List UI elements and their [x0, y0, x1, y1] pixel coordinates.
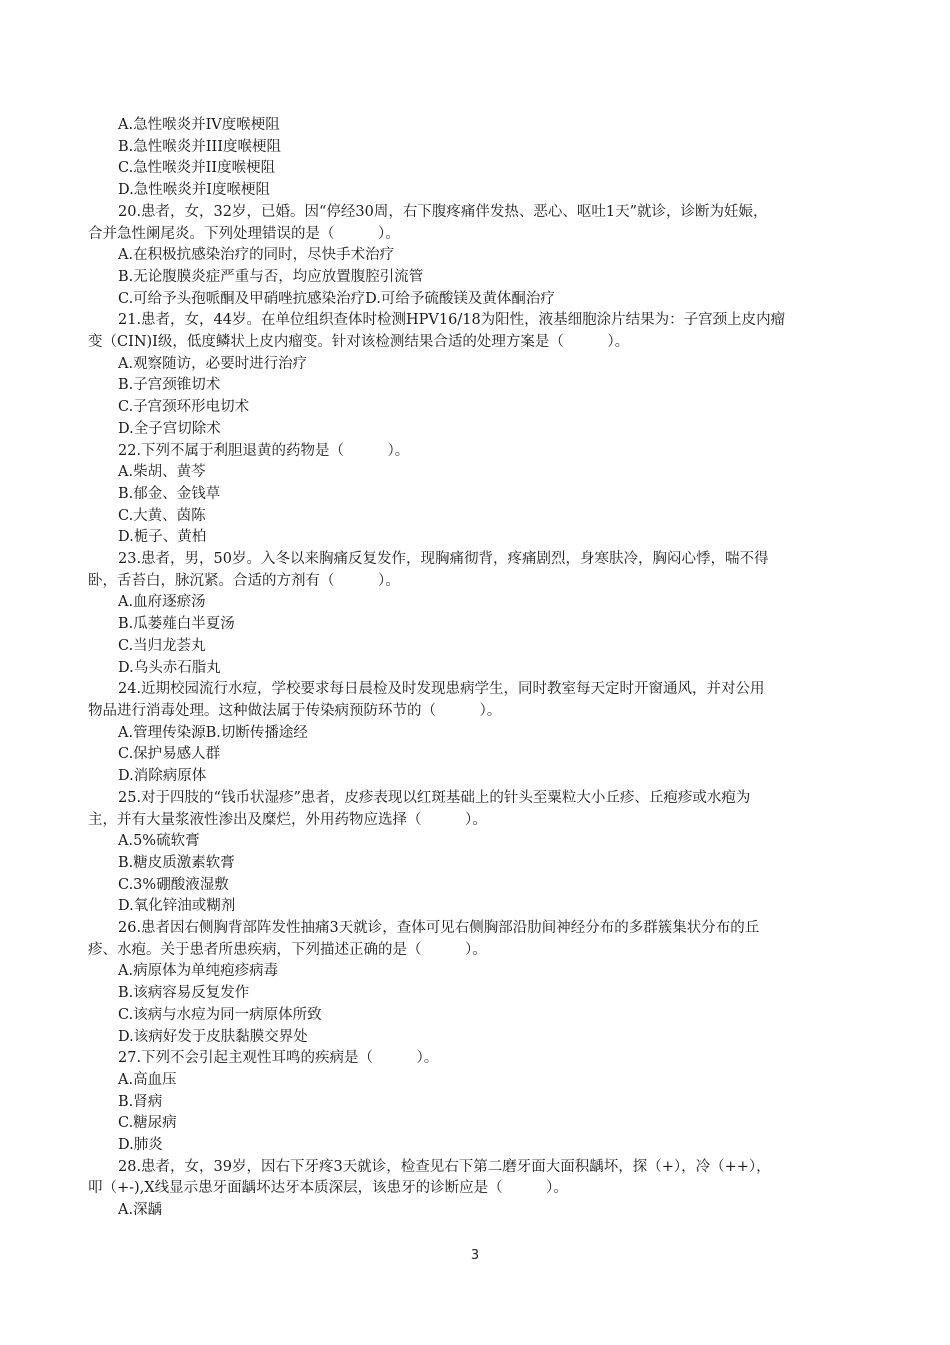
question-stem: 24.近期校园流行水痘，学校要求每日晨检及时发现患病学生，同时教室每天定时开窗通风，并对公用 [118, 681, 765, 698]
answer-option: A.血府逐瘀汤 [118, 594, 206, 611]
answer-option: C.当归龙荟丸 [118, 637, 206, 654]
question-stem-continued: 疹、水疱。关于患者所患疾病，下列描述正确的是（ ）。 [88, 941, 487, 958]
answer-option: C.大黄、茵陈 [118, 507, 206, 524]
answer-option: A.管理传染源B.切断传播途经 [118, 724, 308, 741]
answer-option: A.病原体为单纯疱疹病毒 [118, 963, 279, 980]
answer-option: C.3%硼酸液湿敷 [118, 876, 229, 893]
question-stem-continued: 卧，舌苔白，脉沉紧。合适的方剂有（ ）。 [88, 572, 400, 589]
answer-option: B.郁金、金钱草 [118, 485, 221, 502]
question-stem: 20.患者，女，32岁，已婚。因“停经30周，右下腹疼痛伴发热、恶心、呕吐1天”就诊，诊断为妊娠， [118, 203, 768, 220]
answer-option: D.急性喉炎并I度喉梗阻 [118, 182, 270, 199]
question-stem-continued: 叩（+-),X线显示患牙面龋坏达牙本质深层，该患牙的诊断应是（ ）。 [88, 1180, 568, 1197]
answer-option: C.糖尿病 [118, 1115, 177, 1132]
answer-option: B.急性喉炎并III度喉梗阻 [118, 138, 281, 155]
answer-option: B.无论腹膜炎症严重与否，均应放置腹腔引流管 [118, 268, 424, 285]
question-stem: 26.患者因右侧胸背部阵发性抽痛3天就诊，查体可见右侧胸部沿肋间神经分布的多群簇集状分布的丘 [118, 920, 760, 937]
page-content [88, 115, 864, 1222]
answer-option: B.子宫颈锥切术 [118, 377, 221, 394]
question-stem-continued: 合并急性阑尾炎。下列处理错误的是（ ）。 [88, 225, 400, 242]
answer-option: B.该病容易反复发作 [118, 985, 250, 1002]
answer-option: A.在积极抗感染治疗的同时，尽快手术治疗 [118, 247, 395, 264]
question-stem: 22.下列不属于利胆退黄的药物是（ ）。 [118, 442, 410, 459]
answer-option: D.该病好发于皮肤黏膜交界处 [118, 1028, 308, 1045]
question-stem-continued: 主，并有大量浆液性渗出及糜烂，外用药物应选择（ ）。 [88, 811, 487, 828]
answer-option: A.急性喉炎并IV度喉梗阻 [118, 117, 280, 133]
answer-option: B.瓜蒌薤白半夏汤 [118, 616, 235, 633]
question-stem: 25.对于四肢的“钱币状湿疹”患者，皮疹表现以红斑基础上的针头至粟粒大小丘疹、丘疱疹或水疱为 [118, 789, 751, 806]
answer-option: D.全子宫切除术 [118, 420, 221, 437]
question-stem: 27.下列不会引起主观性耳鸣的疾病是（ ）。 [118, 1050, 439, 1067]
answer-option: C.子宫颈环形电切术 [118, 399, 250, 416]
answer-option: B.肾病 [118, 1093, 163, 1110]
answer-option: D.乌头赤石脂丸 [118, 659, 221, 676]
question-stem-continued: 物品进行消毒处理。这种做法属于传染病预防环节的（ ）。 [88, 702, 502, 719]
answer-option: D.栀子、黄柏 [118, 529, 207, 546]
answer-option: A.柴胡、黄芩 [118, 464, 206, 481]
page-number: 3 [470, 1248, 480, 1263]
answer-option: A.观察随访，必要时进行治疗 [118, 355, 308, 372]
answer-option: C.该病与水痘为同一病原体所致 [118, 1006, 322, 1023]
answer-option: D.消除病原体 [118, 768, 207, 785]
question-stem: 23.患者，男，50岁。入冬以来胸痛反复发作，现胸痛彻背，疼痛剧烈，身寒肤冷，胸闷心悸，喘不得 [118, 551, 769, 568]
question-stem: 21.患者，女，44岁。在单位组织查体时检测HPV16/18为阳性，液基细胞涂片结果为：子宫颈上皮内瘤 [118, 312, 786, 329]
answer-option: C.急性喉炎并II度喉梗阻 [118, 160, 276, 177]
question-stem-continued: 变（CIN)I级，低度鳞状上皮内瘤变。针对该检测结果合适的处理方案是（ ）。 [88, 334, 630, 351]
answer-option: A.深龋 [118, 1202, 163, 1219]
answer-option: D.氧化锌油或糊剂 [118, 898, 236, 915]
answer-option: A.高血压 [118, 1071, 177, 1088]
answer-option: C.保护易感人群 [118, 746, 221, 763]
answer-option: B.糖皮质激素软膏 [118, 854, 235, 871]
answer-option: D.肺炎 [118, 1137, 163, 1154]
answer-option: C.可给予头孢哌酮及甲硝唑抗感染治疗D.可给予硫酸镁及黄体酮治疗 [118, 290, 555, 307]
question-stem: 28.患者，女，39岁，因右下牙疼3天就诊，检查见右下第二磨牙面大面积龋坏，探（+），冷（++）， [118, 1158, 771, 1175]
answer-option: A.5%硫软膏 [118, 833, 200, 850]
